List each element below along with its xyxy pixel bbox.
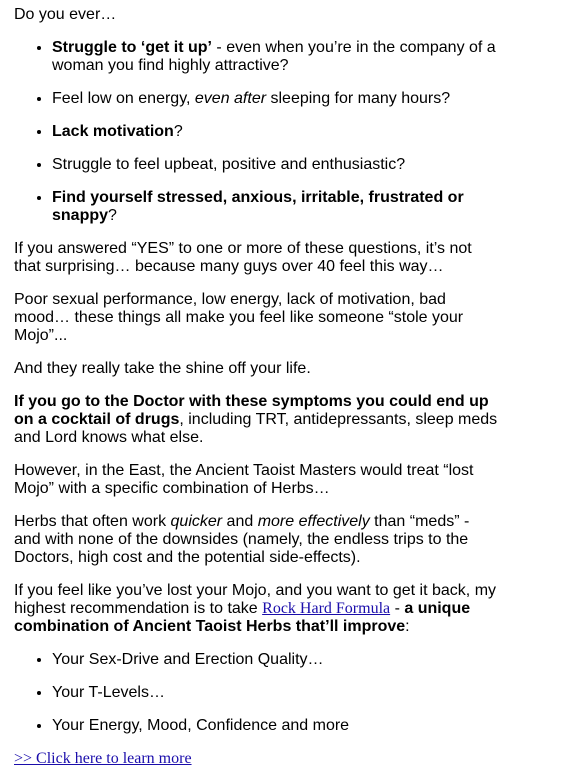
recommendation-text: If you feel like you’ve lost your Mojo, and you want to get it back, my highest recommendation is to take	[14, 582, 497, 617]
rock-hard-formula-link[interactable]: Rock Hard Formula	[262, 600, 391, 617]
questions-list	[14, 39, 500, 225]
question-text: - even when you’re in the company of a woman you find highly attractive?	[52, 39, 496, 74]
paragraph-shine: And they really take the shine off your life.	[14, 360, 311, 377]
learn-more-link[interactable]: >> Click here to learn more	[14, 750, 192, 767]
list-item	[52, 39, 500, 75]
question-bold: Struggle to ‘get it up’	[52, 39, 212, 56]
paragraph-east: However, in the East, the Ancient Taoist Masters would treat “lost Mojo” with a specific combination of Herbs…	[14, 462, 474, 497]
herbs-italic: more effectively	[257, 513, 370, 530]
paragraph-recommendation	[14, 582, 500, 636]
paragraph-doctor	[14, 393, 500, 447]
list-item	[52, 123, 500, 141]
herbs-italic: quicker	[170, 513, 223, 530]
list-item: • Your Energy, Mood, Confidence and more	[52, 717, 500, 735]
list-item: • Your Sex-Drive and Erection Quality…	[52, 651, 500, 669]
question-text: Feel low on energy,	[52, 90, 195, 107]
recommendation-text: :	[405, 618, 410, 635]
question-text: sleeping for many hours?	[266, 90, 451, 107]
question-italic: even after	[194, 90, 267, 107]
recommendation-text: -	[390, 600, 405, 617]
question-bold: Lack motivation	[52, 123, 174, 140]
paragraph-yes: If you answered “YES” to one or more of these questions, it’s not that surprising… because many guys over 40 feel this way…	[14, 240, 472, 275]
question-text: ?	[108, 207, 117, 224]
list-item	[52, 156, 500, 174]
benefits-list	[14, 651, 500, 735]
question-text: Struggle to feel upbeat, positive and enthusiastic?	[52, 156, 406, 173]
list-item	[52, 90, 500, 108]
paragraph-herbs	[14, 513, 500, 567]
doctor-text: , including TRT, antidepressants, sleep meds and Lord knows what else.	[14, 411, 498, 446]
doctor-bold: If you go to the Doctor with these symptoms you could end up on a cocktail of drugs	[14, 393, 489, 428]
list-item: • Your T-Levels…	[52, 684, 500, 702]
herbs-text: Herbs that often work	[14, 513, 171, 530]
herbs-text: and	[222, 513, 258, 530]
question-text: ?	[173, 123, 183, 140]
question-bold: Find yourself stressed, anxious, irritable, frustrated or snappy	[52, 189, 464, 224]
herbs-text: than “meds” - and with none of the downsides (namely, the endless trips to the Doctors, high cost and the potential side-effects).	[14, 513, 470, 566]
paragraph-poor-performance: Poor sexual performance, low energy, lack of motivation, bad mood… these things all make you feel like someone “stole your Mojo”...	[14, 291, 464, 344]
intro-text: Do you ever…	[14, 6, 117, 23]
list-item	[52, 189, 500, 225]
recommendation-bold: a unique combination of Ancient Taoist Herbs that’ll improve	[14, 600, 471, 635]
